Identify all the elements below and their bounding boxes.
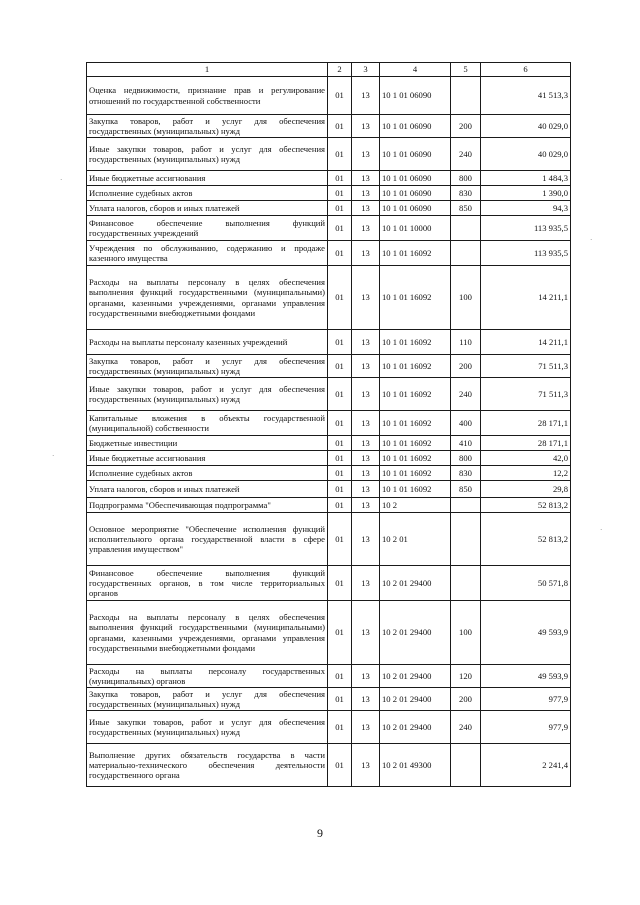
row-target-code-cell: 10 1 01 06090 [380,138,451,171]
row-subsection-cell: 13 [352,216,380,241]
row-subsection-cell: 13 [352,451,380,466]
scan-artifact: · [600,526,603,534]
row-name-cell: Иные бюджетные ассигнования [87,171,328,186]
row-expense-type-cell: 200 [451,355,481,378]
row-target-code-cell: 10 1 01 16092 [380,266,451,330]
row-name-cell: Учреждения по обслуживанию, содержанию и продаже казенного имущества [87,241,328,266]
row-target-code-cell: 10 2 01 29400 [380,711,451,744]
row-amount-cell: 42,0 [481,451,571,466]
row-name-cell: Оценка недвижимости, признание прав и регулирование отношений по государственной собственности [87,77,328,115]
row-amount-cell: 977,9 [481,688,571,711]
row-target-code-cell: 10 2 01 29400 [380,601,451,665]
row-name-cell: Иные закупки товаров, работ и услуг для обеспечения государственных (муниципальных) нужд [87,711,328,744]
row-target-code-cell: 10 1 01 16092 [380,436,451,451]
row-amount-cell: 49 593,9 [481,665,571,688]
table-row [87,266,571,330]
row-subsection-cell: 13 [352,171,380,186]
row-name-cell: Бюджетные инвестиции [87,436,328,451]
row-expense-type-cell: 110 [451,330,481,355]
row-name-cell: Выполнение других обязательств государства в части материально-технического обеспечения деятельности государственного органа [87,744,328,787]
row-subsection-cell: 13 [352,711,380,744]
table-row [87,436,571,451]
table-body [87,77,571,787]
row-amount-cell: 28 171,1 [481,411,571,436]
row-target-code-cell: 10 1 01 06090 [380,186,451,201]
table-row [87,115,571,138]
row-section-cell: 01 [328,498,352,513]
row-amount-cell: 14 211,1 [481,266,571,330]
row-subsection-cell: 13 [352,266,380,330]
table-row [87,451,571,466]
row-amount-cell: 113 935,5 [481,216,571,241]
row-expense-type-cell: 240 [451,378,481,411]
row-expense-type-cell: 240 [451,138,481,171]
row-section-cell: 01 [328,330,352,355]
scan-artifact: · [590,236,593,244]
row-expense-type-cell: 200 [451,115,481,138]
row-expense-type-cell: 200 [451,688,481,711]
row-expense-type-cell: 850 [451,481,481,498]
row-amount-cell: 977,9 [481,711,571,744]
row-subsection-cell: 13 [352,201,380,216]
row-expense-type-cell [451,566,481,601]
row-target-code-cell: 10 1 01 06090 [380,77,451,115]
row-subsection-cell: 13 [352,436,380,451]
row-name-cell: Закупка товаров, работ и услуг для обеспечения государственных (муниципальных) нужд [87,115,328,138]
row-name-cell: Финансовое обеспечение выполнения функций государственных органов, в том числе территориальных органов [87,566,328,601]
row-section-cell: 01 [328,216,352,241]
row-section-cell: 01 [328,241,352,266]
page-number: 9 [317,826,323,840]
table-row [87,201,571,216]
row-target-code-cell: 10 2 01 49300 [380,744,451,787]
row-amount-cell: 41 513,3 [481,77,571,115]
table-row [87,411,571,436]
row-expense-type-cell [451,498,481,513]
table-header-row [87,63,571,77]
row-name-cell: Закупка товаров, работ и услуг для обеспечения государственных (муниципальных) нужд [87,355,328,378]
row-target-code-cell: 10 1 01 16092 [380,355,451,378]
row-section-cell: 01 [328,266,352,330]
table-row [87,186,571,201]
row-name-cell: Закупка товаров, работ и услуг для обеспечения государственных (муниципальных) нужд [87,688,328,711]
row-target-code-cell: 10 1 01 10000 [380,216,451,241]
table-row [87,378,571,411]
table-row [87,466,571,481]
row-name-cell: Расходы на выплаты персоналу в целях обеспечения выполнения функций государственными (муниципальными) органами, казенными учреждениями, органами управления государственными внебюджетными фондами [87,601,328,665]
table-row [87,138,571,171]
row-target-code-cell: 10 2 01 29400 [380,665,451,688]
row-subsection-cell: 13 [352,411,380,436]
row-amount-cell: 94,3 [481,201,571,216]
table-row [87,711,571,744]
row-target-code-cell: 10 1 01 06090 [380,201,451,216]
row-target-code-cell: 10 1 01 16092 [380,466,451,481]
table-row [87,481,571,498]
row-expense-type-cell [451,241,481,266]
row-target-code-cell: 10 2 [380,498,451,513]
row-section-cell: 01 [328,171,352,186]
row-subsection-cell: 13 [352,466,380,481]
row-name-cell: Уплата налогов, сборов и иных платежей [87,481,328,498]
row-subsection-cell: 13 [352,115,380,138]
row-expense-type-cell: 120 [451,665,481,688]
row-section-cell: 01 [328,601,352,665]
row-expense-type-cell: 800 [451,451,481,466]
row-section-cell: 01 [328,566,352,601]
row-expense-type-cell: 100 [451,266,481,330]
col-header-expense-type: 5 [451,63,481,77]
row-section-cell: 01 [328,481,352,498]
row-amount-cell: 12,2 [481,466,571,481]
row-subsection-cell: 13 [352,665,380,688]
row-name-cell: Финансовое обеспечение выполнения функций государственных учреждений [87,216,328,241]
row-amount-cell: 1 390,0 [481,186,571,201]
row-amount-cell: 52 813,2 [481,513,571,566]
row-expense-type-cell: 830 [451,186,481,201]
row-name-cell: Расходы на выплаты персоналу казенных учреждений [87,330,328,355]
row-name-cell: Иные бюджетные ассигнования [87,451,328,466]
row-section-cell: 01 [328,355,352,378]
row-amount-cell: 1 484,3 [481,171,571,186]
row-target-code-cell: 10 1 01 16092 [380,378,451,411]
row-name-cell: Расходы на выплаты персоналу в целях обеспечения выполнения функций государственными (муниципальными) органами, казенными учреждениями, органами управления государственными внебюджетными фондами [87,266,328,330]
row-section-cell: 01 [328,411,352,436]
row-section-cell: 01 [328,138,352,171]
row-expense-type-cell: 240 [451,711,481,744]
row-section-cell: 01 [328,665,352,688]
col-header-amount: 6 [481,63,571,77]
row-target-code-cell: 10 1 01 16092 [380,451,451,466]
table-row [87,665,571,688]
row-expense-type-cell [451,744,481,787]
col-header-name: 1 [87,63,328,77]
row-subsection-cell: 13 [352,481,380,498]
table-row [87,330,571,355]
table-row [87,498,571,513]
row-section-cell: 01 [328,186,352,201]
row-target-code-cell: 10 1 01 16092 [380,330,451,355]
row-expense-type-cell: 400 [451,411,481,436]
row-section-cell: 01 [328,201,352,216]
row-subsection-cell: 13 [352,138,380,171]
row-amount-cell: 49 593,9 [481,601,571,665]
row-section-cell: 01 [328,436,352,451]
table-row [87,513,571,566]
row-name-cell: Исполнение судебных актов [87,186,328,201]
row-section-cell: 01 [328,77,352,115]
row-name-cell: Подпрограмма "Обеспечивающая подпрограмма" [87,498,328,513]
scan-artifact: · [60,176,63,184]
row-section-cell: 01 [328,711,352,744]
row-target-code-cell: 10 2 01 29400 [380,688,451,711]
row-section-cell: 01 [328,744,352,787]
table-row [87,216,571,241]
table-row [87,241,571,266]
row-expense-type-cell [451,513,481,566]
table-row [87,77,571,115]
row-amount-cell: 40 029,0 [481,115,571,138]
col-header-section: 2 [328,63,352,77]
row-subsection-cell: 13 [352,355,380,378]
row-amount-cell: 29,8 [481,481,571,498]
table-row [87,601,571,665]
row-target-code-cell: 10 1 01 16092 [380,481,451,498]
row-target-code-cell: 10 1 01 16092 [380,241,451,266]
col-header-subsection: 3 [352,63,380,77]
row-amount-cell: 113 935,5 [481,241,571,266]
row-section-cell: 01 [328,688,352,711]
row-name-cell: Основное мероприятие "Обеспечение исполнения функций исполнительного органа государственной власти в сфере управления имуществом" [87,513,328,566]
row-section-cell: 01 [328,378,352,411]
row-subsection-cell: 13 [352,241,380,266]
row-amount-cell: 40 029,0 [481,138,571,171]
row-section-cell: 01 [328,513,352,566]
row-expense-type-cell: 850 [451,201,481,216]
row-subsection-cell: 13 [352,186,380,201]
row-expense-type-cell: 830 [451,466,481,481]
row-amount-cell: 2 241,4 [481,744,571,787]
row-subsection-cell: 13 [352,744,380,787]
row-name-cell: Уплата налогов, сборов и иных платежей [87,201,328,216]
row-name-cell: Иные закупки товаров, работ и услуг для обеспечения государственных (муниципальных) нужд [87,378,328,411]
row-subsection-cell: 13 [352,566,380,601]
table-row [87,355,571,378]
row-name-cell: Расходы на выплаты персоналу государственных (муниципальных) органов [87,665,328,688]
table-row [87,566,571,601]
row-expense-type-cell: 410 [451,436,481,451]
row-subsection-cell: 13 [352,688,380,711]
row-subsection-cell: 13 [352,601,380,665]
row-expense-type-cell: 100 [451,601,481,665]
row-subsection-cell: 13 [352,77,380,115]
row-section-cell: 01 [328,115,352,138]
col-header-target-code: 4 [380,63,451,77]
row-target-code-cell: 10 1 01 16092 [380,411,451,436]
scan-artifact: · [52,452,55,460]
row-subsection-cell: 13 [352,330,380,355]
row-amount-cell: 14 211,1 [481,330,571,355]
row-name-cell: Капитальные вложения в объекты государственной (муниципальной) собственности [87,411,328,436]
row-name-cell: Иные закупки товаров, работ и услуг для обеспечения государственных (муниципальных) нужд [87,138,328,171]
row-target-code-cell: 10 1 01 06090 [380,115,451,138]
row-amount-cell: 52 813,2 [481,498,571,513]
row-target-code-cell: 10 1 01 06090 [380,171,451,186]
table-row [87,688,571,711]
row-subsection-cell: 13 [352,378,380,411]
row-target-code-cell: 10 2 01 [380,513,451,566]
row-amount-cell: 50 571,8 [481,566,571,601]
row-amount-cell: 71 511,3 [481,355,571,378]
row-section-cell: 01 [328,466,352,481]
row-target-code-cell: 10 2 01 29400 [380,566,451,601]
row-expense-type-cell: 800 [451,171,481,186]
row-name-cell: Исполнение судебных актов [87,466,328,481]
row-subsection-cell: 13 [352,498,380,513]
table-row [87,744,571,787]
row-amount-cell: 71 511,3 [481,378,571,411]
row-amount-cell: 28 171,1 [481,436,571,451]
table-row [87,171,571,186]
budget-table [86,62,571,787]
row-expense-type-cell [451,216,481,241]
row-expense-type-cell [451,77,481,115]
row-section-cell: 01 [328,451,352,466]
row-subsection-cell: 13 [352,513,380,566]
